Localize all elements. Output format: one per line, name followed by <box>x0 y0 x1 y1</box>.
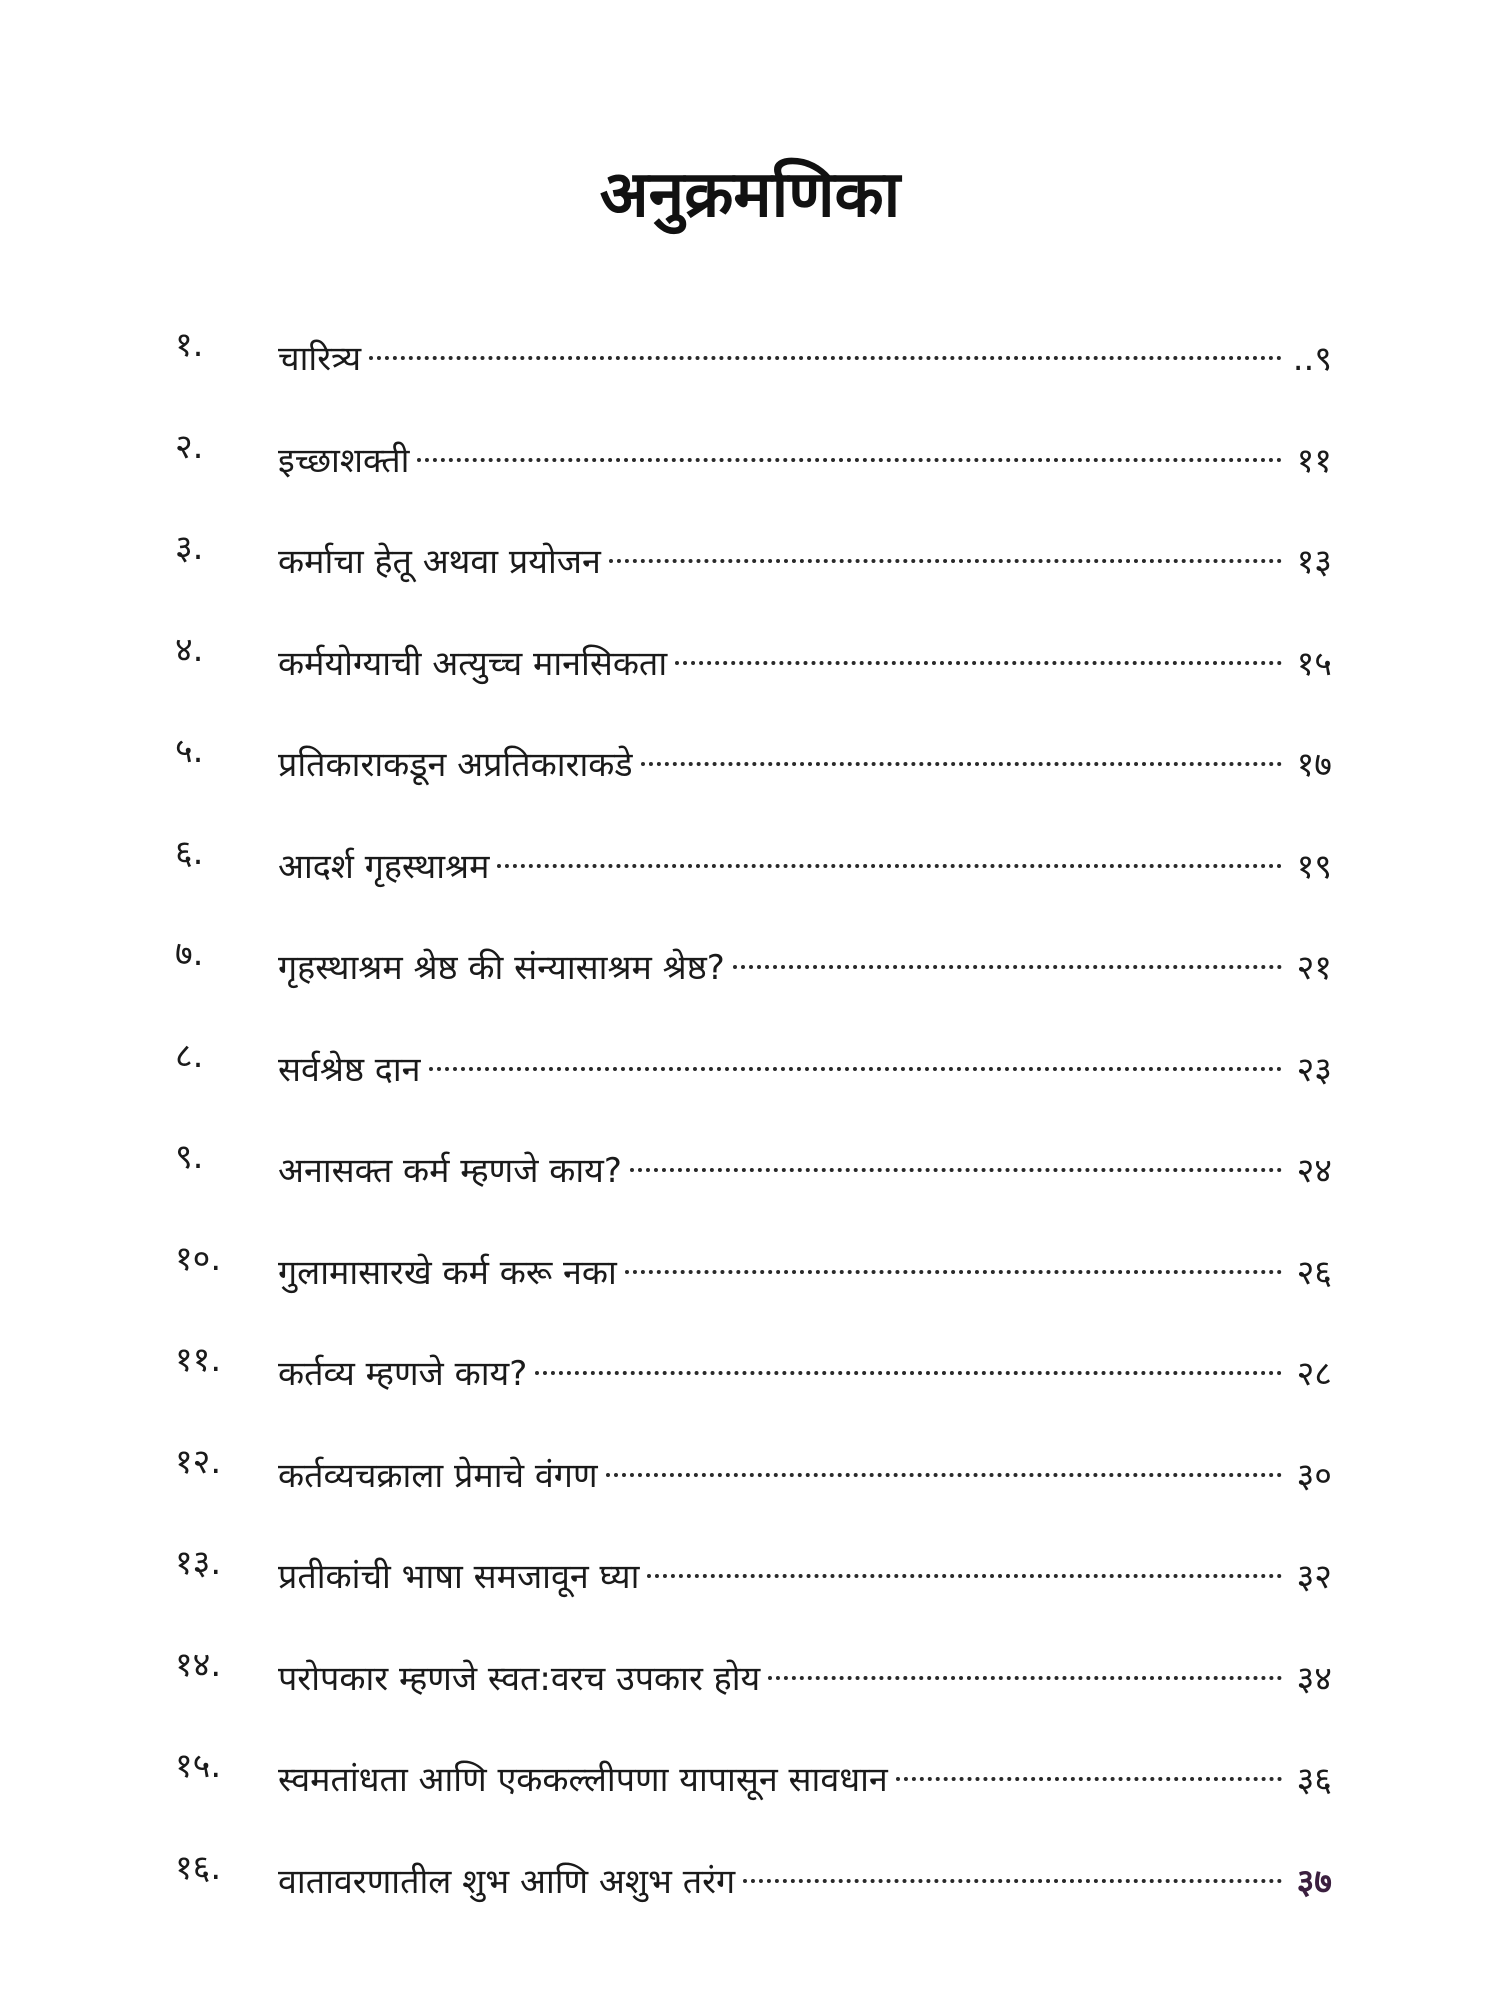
dot-leader <box>497 828 1282 878</box>
entry-page: १७ <box>1296 745 1332 785</box>
entry-page: ३४ <box>1296 1658 1332 1699</box>
entry-title: प्रतीकांची भाषा समजावून घ्या <box>278 1557 640 1597</box>
entry-title: कर्तव्य म्हणजे काय? <box>278 1354 528 1394</box>
toc-entry <box>0 1721 1500 1823</box>
entry-title: आदर्श गृहस्थाश्रम <box>278 846 490 887</box>
entry-line <box>278 1843 1332 1907</box>
entry-line <box>278 726 1332 790</box>
dot-leader <box>609 523 1282 573</box>
toc-entry <box>0 1417 1500 1519</box>
dot-leader <box>606 1437 1282 1487</box>
entry-line <box>278 929 1332 993</box>
entry-number: ९. <box>175 1137 204 1177</box>
toc-entry <box>0 605 1500 707</box>
toc-entry <box>0 300 1500 402</box>
entry-page: ३० <box>1296 1455 1332 1496</box>
entry-line <box>278 320 1332 384</box>
entry-page: २८ <box>1296 1354 1332 1394</box>
entry-title: गृहस्थाश्रम श्रेष्ठ की संन्यासाश्रम श्रेष्ठ? <box>278 948 725 988</box>
dot-leader <box>733 929 1282 979</box>
toc-entry <box>0 1214 1500 1316</box>
entry-number: ८. <box>175 1035 204 1076</box>
entry-line <box>278 1132 1332 1196</box>
dot-leader <box>369 320 1282 370</box>
entry-page: २४ <box>1296 1151 1332 1191</box>
entry-page: ..९ <box>1292 339 1332 379</box>
entry-line <box>278 1741 1332 1805</box>
toc-entry <box>0 402 1500 504</box>
toc-entry <box>0 1620 1500 1722</box>
entry-title: अनासक्त कर्म म्हणजे काय? <box>278 1151 622 1191</box>
entry-number: १०. <box>175 1238 222 1279</box>
entry-number: १३. <box>175 1543 222 1583</box>
entry-title: गुलामासारखे कर्म करू नका <box>278 1252 617 1293</box>
dot-leader <box>675 625 1282 675</box>
dot-leader <box>768 1640 1282 1690</box>
entry-number: १४. <box>175 1644 222 1685</box>
dot-leader <box>896 1741 1282 1791</box>
toc-entry <box>0 1823 1500 1925</box>
entry-number: ४. <box>175 629 204 670</box>
entry-number: ७. <box>175 934 204 974</box>
entry-title: प्रतिकाराकडून अप्रतिकाराकडे <box>278 745 633 785</box>
page-title: अनुक्रमणिका <box>599 158 901 232</box>
entry-page: ११ <box>1296 440 1332 481</box>
entry-page: २३ <box>1296 1049 1332 1090</box>
toc-entry <box>0 909 1500 1011</box>
entry-line <box>278 1031 1332 1095</box>
dot-leader <box>535 1335 1282 1385</box>
toc-entry <box>0 1518 1500 1620</box>
toc-entry <box>0 503 1500 605</box>
entry-number: ६. <box>175 832 204 873</box>
toc-entry <box>0 1112 1500 1214</box>
entry-title: कर्तव्यचक्राला प्रेमाचे वंगण <box>278 1455 598 1496</box>
entry-number: १. <box>175 325 204 365</box>
entry-line <box>278 1437 1332 1501</box>
entry-title: चारित्र्य <box>278 339 362 379</box>
entry-line <box>278 1640 1332 1704</box>
entry-title: वातावरणातील शुभ आणि अशुभ तरंग <box>278 1861 736 1902</box>
entry-page: ३२ <box>1296 1557 1332 1597</box>
entry-page: ३६ <box>1296 1760 1332 1800</box>
dot-leader <box>641 726 1282 776</box>
entry-title: परोपकार म्हणजे स्वत:वरच उपकार होय <box>278 1658 761 1699</box>
dot-leader <box>743 1843 1282 1893</box>
entry-line <box>278 1335 1332 1399</box>
entry-page: ३७ <box>1296 1861 1332 1902</box>
entry-line <box>278 1234 1332 1298</box>
toc-entry <box>0 1315 1500 1417</box>
toc-entry <box>0 706 1500 808</box>
entry-number: ३. <box>175 528 204 568</box>
entry-number: १५. <box>175 1746 222 1786</box>
dot-leader <box>429 1031 1282 1081</box>
table-of-contents <box>0 300 1500 1924</box>
entry-line <box>278 625 1332 689</box>
entry-title: सर्वश्रेष्ठ दान <box>278 1049 421 1090</box>
entry-title: इच्छाशक्ती <box>278 440 410 481</box>
entry-line <box>278 422 1332 486</box>
toc-entry <box>0 1011 1500 1113</box>
dot-leader <box>625 1234 1282 1284</box>
entry-page: १९ <box>1296 846 1332 887</box>
entry-number: २. <box>175 426 204 467</box>
entry-line <box>278 523 1332 587</box>
entry-page: २६ <box>1296 1252 1332 1293</box>
entry-title: कर्माचा हेतू अथवा प्रयोजन <box>278 542 601 582</box>
entry-page: १३ <box>1296 542 1332 582</box>
entry-title: कर्मयोग्याची अत्युच्च मानसिकता <box>278 643 668 684</box>
entry-number: ११. <box>175 1340 222 1380</box>
toc-entry <box>0 808 1500 910</box>
entry-title: स्वमतांधता आणि एककल्लीपणा यापासून सावधान <box>278 1760 888 1800</box>
entry-page: १५ <box>1296 643 1332 684</box>
dot-leader <box>630 1132 1282 1182</box>
entry-number: ५. <box>175 731 204 771</box>
entry-number: १६. <box>175 1847 222 1888</box>
entry-line <box>278 1538 1332 1602</box>
entry-line <box>278 828 1332 892</box>
dot-leader <box>417 422 1282 472</box>
entry-page: २१ <box>1296 948 1332 988</box>
entry-number: १२. <box>175 1441 222 1482</box>
dot-leader <box>647 1538 1282 1588</box>
